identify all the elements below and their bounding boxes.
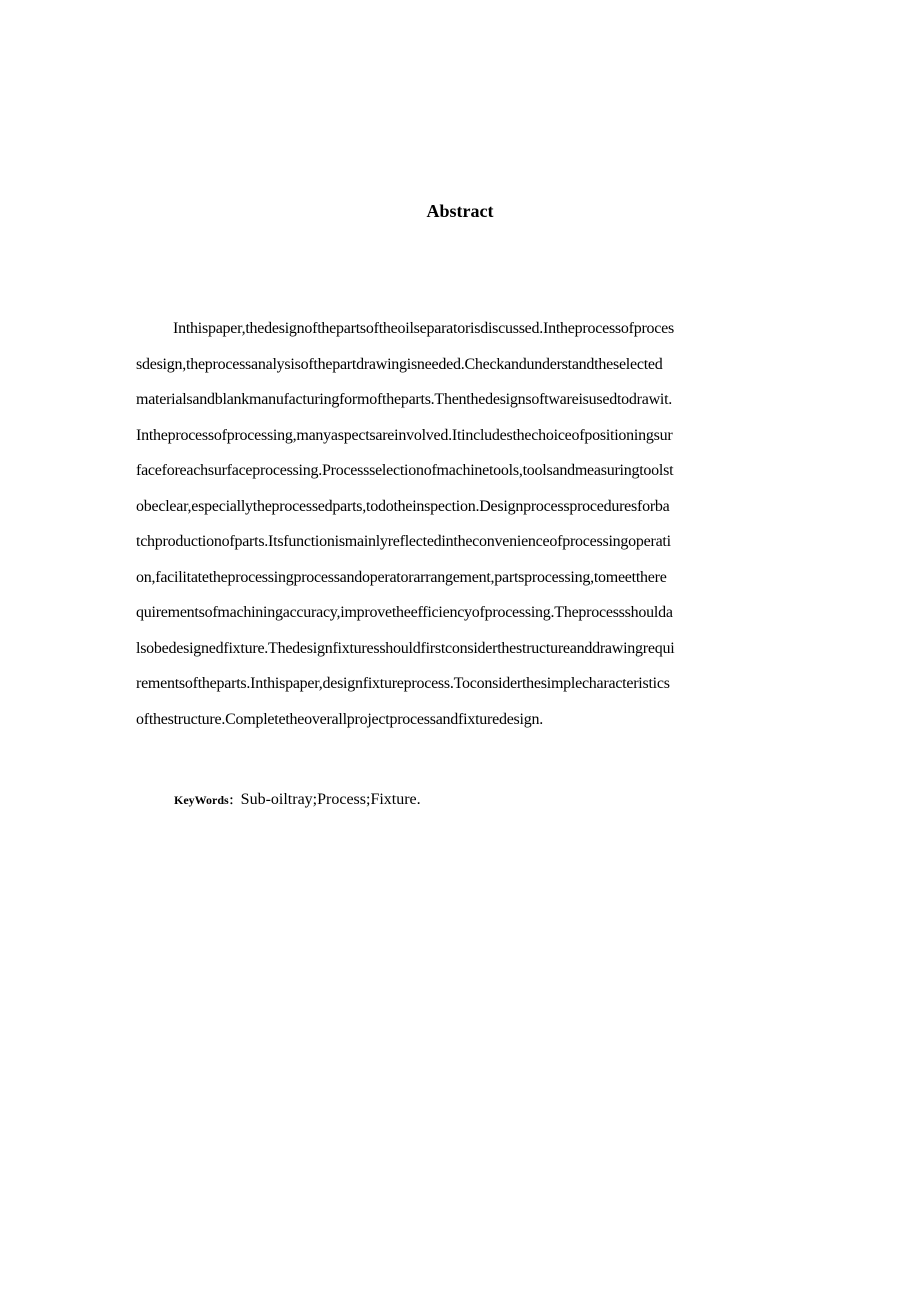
abstract-line: faceforeachsurfaceprocessing.Processselectionofmachinetools,toolsandmeasuringtoolst [136, 462, 674, 479]
abstract-line: obeclear,especiallytheprocessedparts,todotheinspection.Designprocessproceduresforba [136, 497, 670, 515]
keywords-value: Sub-oiltray;Process;Fixture. [240, 791, 421, 808]
abstract-title: Abstract [426, 201, 494, 221]
abstract-line: tchproductionofparts.Itsfunctionismainlyreflectedintheconvenienceofprocessingoperati [136, 533, 671, 550]
keywords [174, 788, 421, 812]
abstract-line: lsobedesignedfixture.Thedesignfixturesshouldfirstconsiderthestructureanddrawingrequi [136, 639, 675, 657]
keywords-label: KeyWords： [174, 793, 241, 807]
abstract-line: ofthestructure.Completetheoverallprojectprocessandfixturedesign. [136, 710, 543, 728]
abstract-line: sdesign,theprocessanalysisofthepartdrawingisneeded.Checkandunderstandtheselected [136, 355, 663, 373]
abstract-line: on,facilitatetheprocessingprocessandoperatorarrangement,partsprocessing,tomeetthere [136, 568, 667, 586]
abstract-line: Inthispaper,thedesignofthepartsoftheoilseparatorisdiscussed.Intheprocessofproces [173, 320, 674, 337]
abstract-line: materialsandblankmanufacturingformoftheparts.Thenthedesignsoftwareisusedtodrawit. [136, 391, 673, 408]
abstract-line: rementsoftheparts.Inthispaper,designfixtureprocess.Toconsiderthesimplecharacteristics [136, 675, 670, 692]
abstract-body [136, 311, 786, 737]
abstract-line: quirementsofmachiningaccuracy,improvetheefficiencyofprocessing.Theprocessshoulda [136, 604, 673, 621]
abstract-line: Intheprocessofprocessing,manyaspectsareinvolved.Itincludesthechoiceofpositioningsur [136, 426, 673, 444]
